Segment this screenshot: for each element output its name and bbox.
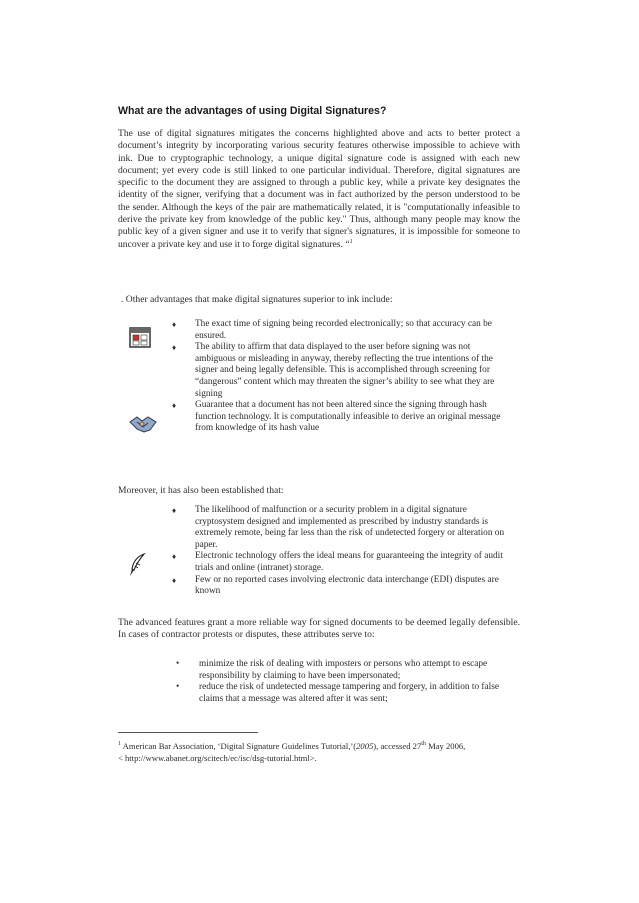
list-item bbox=[172, 342, 512, 400]
bullet-dot: • bbox=[176, 659, 180, 669]
paragraph-legal-defensibility: The advanced features grant a more reliable way for signed documents to be deemed legally defensible. In cases of contractor protests or disputes, these attributes serve to: bbox=[118, 617, 520, 641]
footnote-ordinal: th bbox=[421, 741, 426, 748]
bullet-diamond: ♦ bbox=[172, 575, 177, 585]
established-facts-list bbox=[172, 505, 512, 598]
list-item bbox=[176, 682, 506, 705]
footnote-line-1 bbox=[118, 740, 528, 752]
list-item bbox=[172, 551, 512, 574]
calendar-icon bbox=[129, 326, 151, 348]
section-heading: What are the advantages of using Digital Signatures? bbox=[118, 105, 387, 117]
handshake-icon bbox=[128, 413, 158, 435]
list-item-text: Guarantee that a document has not been altered since the signing through hash function technology. It is computationally infeasible to derive an original message from knowledge of its hash value bbox=[195, 400, 501, 434]
footnote-mark: 1 bbox=[118, 741, 121, 748]
bullet-dot: • bbox=[176, 682, 180, 693]
list-item bbox=[172, 319, 512, 342]
footnote-divider bbox=[118, 732, 258, 733]
list-item bbox=[172, 505, 512, 551]
list-item-text: Electronic technology offers the ideal means for guaranteeing the integrity of audit trials and online (intranet) storage. bbox=[195, 551, 503, 573]
footnote-text-mid: ), accessed 27 bbox=[373, 741, 422, 751]
quill-pen-icon bbox=[128, 553, 148, 577]
list-item bbox=[176, 659, 506, 682]
paragraph-text: The use of digital signatures mitigates the concerns highlighted above and acts to better protect a document’s integrity by incorporating various security features otherwise impossible to achieve with ink. Due to cryptographic technology, a unique digital signature code is assigned with each new document; yet every code is still linked to one particular individual. Therefore, digital signatures are specific to the document they are assigned to through a public key, while a private key designates the identity of the signer, verifying that a document was in fact authorized by the person understood to be the sender. Although the keys of the pair are mathematically related, it is "computationally infeasible to derive the private key from knowledge of the public key." Thus, although many people may know the public key of a given signer and use it to verify that signer's signatures, it is impossible for someone to uncover a private key and use it to forge digital signatures. “ bbox=[118, 128, 520, 250]
list-item bbox=[172, 575, 512, 598]
footnote-text-before: American Bar Association, ‘Digital Signature Guidelines Tutorial,’( bbox=[121, 741, 357, 751]
list-item bbox=[172, 400, 512, 435]
bullet-diamond: ♦ bbox=[172, 552, 177, 562]
footnote-url[interactable]: < http://www.abanet.org/scitech/ec/isc/dsg-tutorial.html>. bbox=[118, 753, 317, 763]
footnote-year: 2005 bbox=[356, 741, 374, 751]
moreover-text: Moreover, it has also been established that: bbox=[118, 485, 284, 496]
list-item-text: minimize the risk of dealing with imposters or persons who attempt to escape responsibility by claiming to have been impersonated; bbox=[199, 659, 488, 681]
list-item-text: The exact time of signing being recorded electronically; so that accuracy can be ensured. bbox=[195, 319, 492, 341]
bullet-diamond: ♦ bbox=[172, 343, 177, 353]
list-item-text: The ability to affirm that data displayed to the user before signing was not ambiguous or misleading in anyway, thereby reflecting the true intentions of the signer and being legally defensible. This is accomplished through screening for “dangerous” content which may threaten the signer’s ability to see what they are signing bbox=[195, 342, 495, 399]
list-item-text: Few or no reported cases involving electronic data interchange (EDI) disputes are known bbox=[195, 574, 499, 597]
footnote-ref: 1 bbox=[349, 238, 353, 245]
footnote-text-after: May 2006, bbox=[425, 741, 466, 751]
footnote bbox=[118, 740, 528, 764]
list-item-text: reduce the risk of undetected message tampering and forgery, in addition to false claims that a message was altered after it was sent; bbox=[199, 682, 499, 704]
bullet-diamond: ♦ bbox=[172, 320, 177, 329]
advantages-intro: . Other advantages that make digital signatures superior to ink include: bbox=[121, 294, 393, 305]
bullet-diamond: ♦ bbox=[172, 401, 177, 411]
bullet-diamond: ♦ bbox=[172, 506, 177, 515]
attributes-list bbox=[176, 659, 506, 705]
list-item-text: The likelihood of malfunction or a security problem in a digital signature cryptosystem designed and implemented as prescribed by industry standards is extremely remote, being far less than the risk of undetected forgery or alteration on paper. bbox=[195, 505, 505, 550]
advantages-list bbox=[172, 319, 512, 435]
paragraph-digital-signatures bbox=[118, 128, 520, 251]
